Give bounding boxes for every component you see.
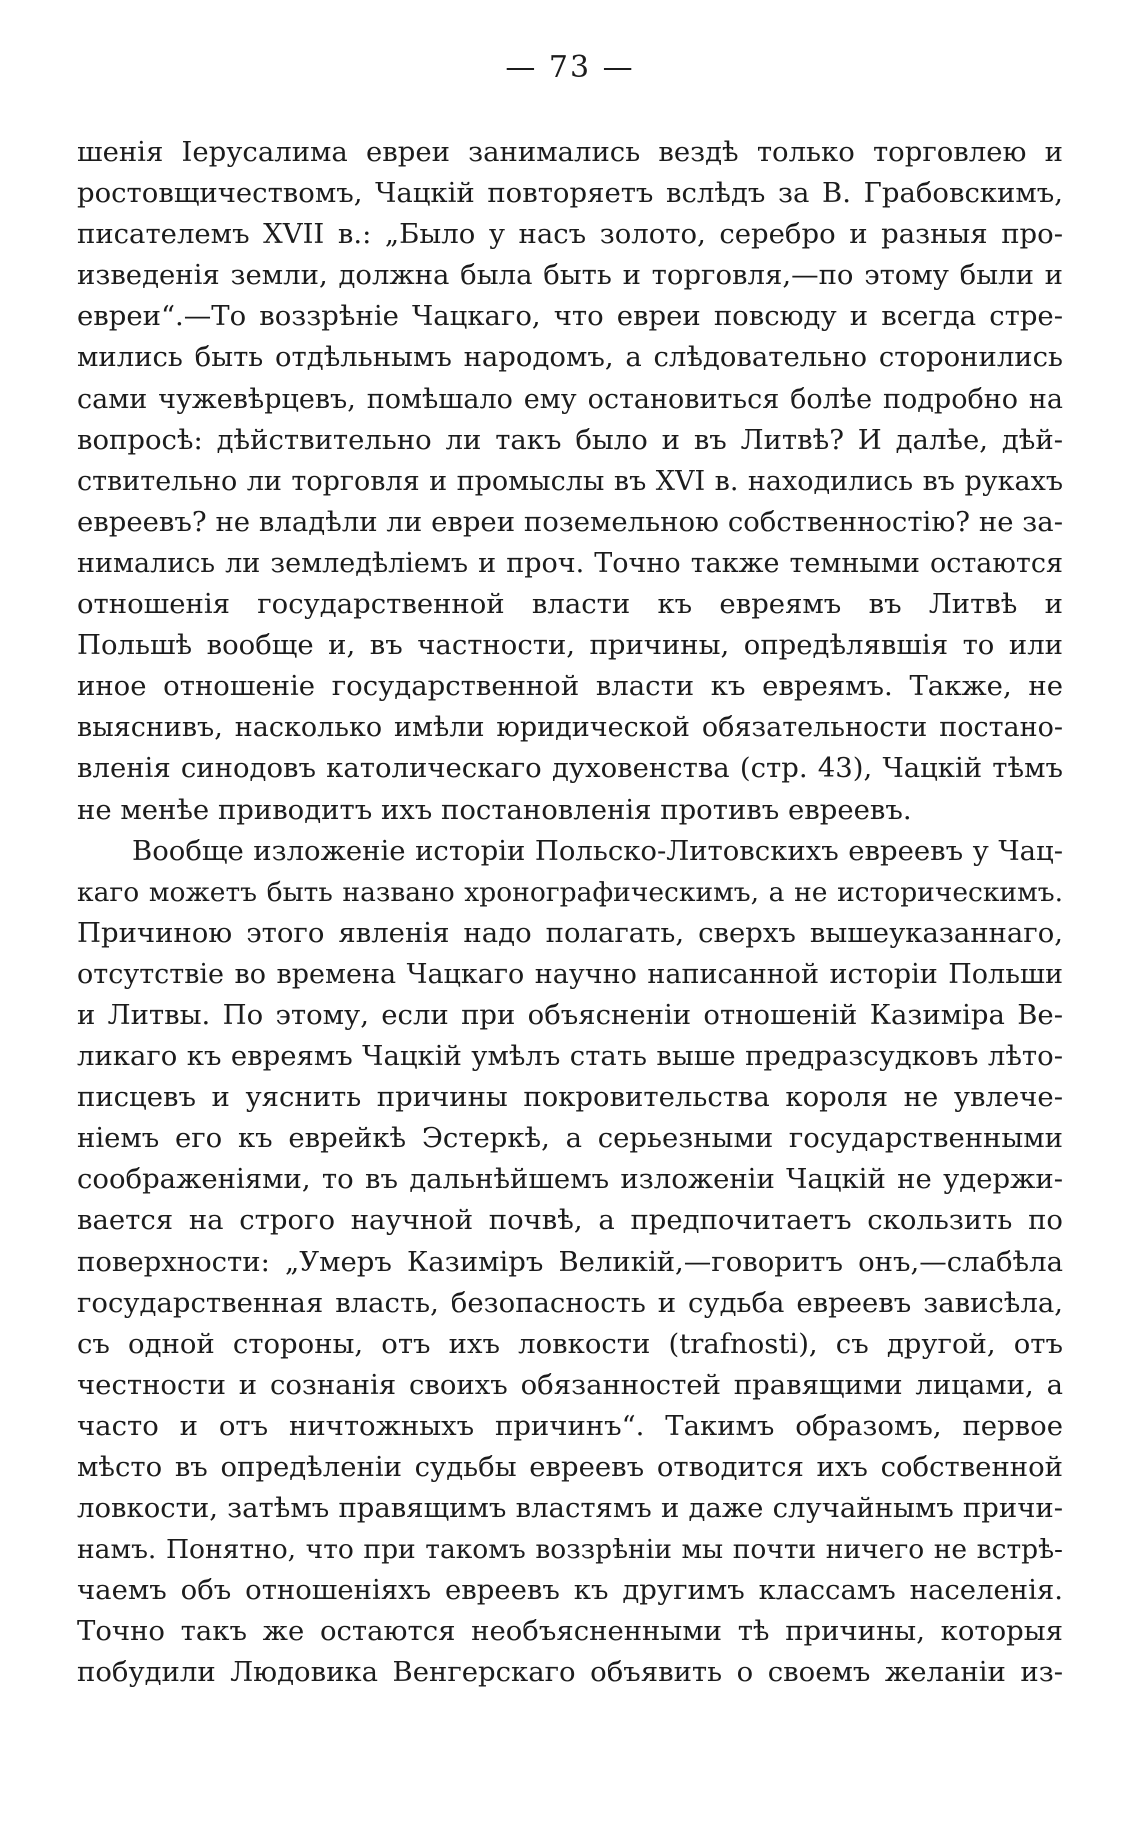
text-line: ростовщичествомъ, Чацкій повторяетъ вслѣдъ за В. Грабовскимъ, (77, 177, 1063, 210)
text-line: каго можетъ быть названо хронографическимъ, а не историческимъ. (77, 876, 1063, 908)
text-line: сами чужевѣрцевъ, помѣшало ему остановиться болѣе подробно на (77, 383, 1063, 415)
text-line: вается на строго научной почвѣ, а предпочитаетъ скользить по (77, 1204, 1063, 1237)
text-line: поверхности: „Умеръ Казиміръ Великій,—говоритъ онъ,—слабѣла (77, 1245, 1063, 1278)
text-line: нимались ли земледѣліемъ и проч. Точно также темными остаются (77, 547, 1063, 579)
text-line: мились быть отдѣльнымъ народомъ, а слѣдовательно сторонились (77, 341, 1063, 374)
text-line: Точно такъ же остаются необъясненными тѣ причины, которыя (77, 1615, 1063, 1648)
text-line: вленія синодовъ католическаго духовенства (стр. 43), Чацкій тѣмъ (77, 752, 1063, 785)
text-line: Польшѣ вообще и, въ частности, причины, опредѣлявшія то или (77, 629, 1063, 662)
page-number: — 73 — (505, 50, 635, 85)
text-line: изведенія земли, должна была быть и торговля,—по этому были и (77, 259, 1063, 292)
body-text (77, 132, 1063, 1694)
text-line: намъ. Понятно, что при такомъ воззрѣніи мы почти ничего не встрѣ- (77, 1534, 1063, 1566)
text-line: съ одной стороны, отъ ихъ ловкости (trafnosti), съ другой, отъ (77, 1327, 1063, 1360)
text-line: ніемъ его къ еврейкѣ Эстеркѣ, а серьезными государственными (77, 1122, 1063, 1155)
text-line: не менѣе приводитъ ихъ постановленія противъ евреевъ. (77, 793, 912, 826)
text-line: ликаго къ евреямъ Чацкій умѣлъ стать выше предразсудковъ лѣто- (77, 1040, 1063, 1073)
text-line: честности и сознанія своихъ обязанностей правящими лицами, а (77, 1368, 1063, 1401)
text-line: побудили Людовика Венгерскаго объявить о своемъ желаніи из- (77, 1656, 1063, 1689)
text-line: государственная власть, безопасность и судьба евреевъ зависѣла, (77, 1286, 1063, 1319)
text-line: шенія Іерусалима евреи занимались вездѣ только торговлею и (77, 136, 1063, 168)
text-line: иное отношеніе государственной власти къ евреямъ. Также, не (77, 670, 1063, 703)
text-line: отношенія государственной власти къ евреямъ въ Литвѣ и (77, 588, 1063, 621)
text-line: Причиною этого явленія надо полагать, сверхъ вышеуказаннаго, (77, 916, 1063, 949)
text-line: вопросѣ: дѣйствительно ли такъ было и въ Литвѣ? И далѣе, дѣй- (77, 423, 1063, 456)
text-line: ловкости, затѣмъ правящимъ властямъ и даже случайнымъ причи- (77, 1492, 1063, 1525)
text-line: мѣсто въ опредѣленіи судьбы евреевъ отводится ихъ собственной (77, 1451, 1063, 1483)
text-line: соображеніями, то въ дальнѣйшемъ изложеніи Чацкій не удержи- (77, 1163, 1063, 1196)
text-line: писцевъ и уяснить причины покровительства короля не увлече- (77, 1081, 1063, 1114)
text-line: часто и отъ ничтожныхъ причинъ“. Такимъ образомъ, первое (77, 1409, 1063, 1442)
text-line: и Литвы. По этому, если при объясненіи отношеній Казиміра Ве- (77, 998, 1063, 1031)
text-line: выяснивъ, насколько имѣли юридической обязательности постано- (77, 712, 1063, 744)
text-line: Вообще изложеніе исторіи Польско-Литовскихъ евреевъ у Чац- (132, 834, 1063, 867)
text-line: евреи“.—То воззрѣніе Чацкаго, что евреи повсюду и всегда стре- (77, 300, 1063, 333)
text-line: отсутствіе во времена Чацкаго научно написанной исторіи Польши (77, 958, 1063, 990)
text-line: писателемъ XVII в.: „Было у насъ золото, серебро и разныя про- (77, 218, 1063, 251)
text-line: ствительно ли торговля и промыслы въ XVI в. находились въ рукахъ (77, 465, 1063, 497)
text-line: евреевъ? не владѣли ли евреи поземельною собственностію? не за- (77, 505, 1063, 538)
text-line: чаемъ объ отношеніяхъ евреевъ къ другимъ классамъ населенія. (77, 1574, 1063, 1607)
